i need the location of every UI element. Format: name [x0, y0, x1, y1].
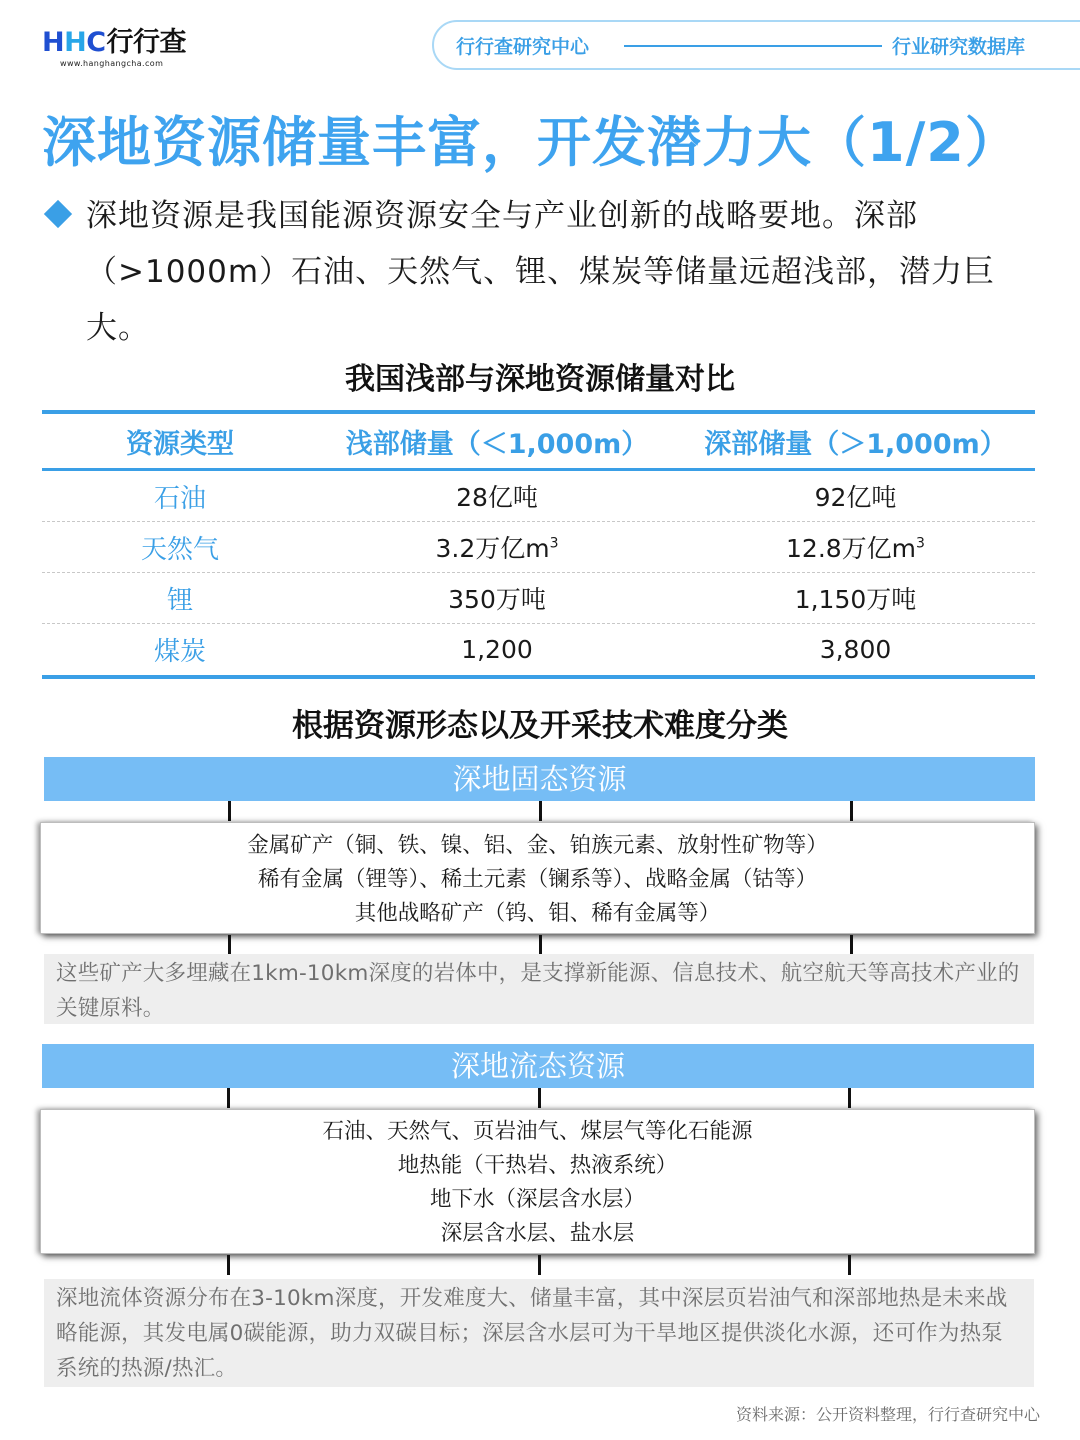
fluid-line: 石油、天然气、页岩油气、煤层气等化石能源 [322, 1119, 753, 1144]
fluid-line: 深层含水层、盐水层 [440, 1221, 635, 1246]
diamond-bullet-icon [44, 200, 72, 228]
connector-tick [539, 935, 542, 955]
table-row [42, 624, 1035, 675]
fluid-line: 地热能（干热岩、热液系统） [397, 1153, 678, 1178]
classification-title: 根据资源形态以及开采技术难度分类 [292, 708, 788, 744]
header-database: 行业研究数据库 [892, 36, 1026, 58]
cell-type: 石油 [153, 483, 206, 514]
superscript: 3 [916, 535, 925, 552]
connector-tick [228, 801, 231, 821]
cell-deep-value: 12.8万亿m [786, 534, 917, 563]
connector-tick [228, 935, 231, 955]
header-research-center: 行行查研究中心 [456, 36, 590, 58]
cell-type: 煤炭 [153, 637, 206, 667]
cell-deep: 1,150万吨 [794, 585, 917, 614]
table-header-row [42, 414, 1035, 468]
fluid-line: 地下水（深层含水层） [429, 1187, 645, 1212]
cell-shallow: 28亿吨 [456, 483, 538, 512]
cell-shallow: 350万吨 [448, 585, 546, 614]
table-row [42, 471, 1035, 522]
connector-tick [538, 1255, 541, 1275]
fluid-resources-note: 深地流体资源分布在3-10km深度，开发难度大、储量丰富，其中深层页岩油气和深部地热是未来战略能源，其发电属0碳能源，助力双碳目标；深层含水层可为干旱地区提供淡化水源，还可作为热泵系统的热源/热汇。 [44, 1279, 1034, 1387]
solid-resources-note: 这些矿产大多埋藏在1km-10km深度的岩体中，是支撑新能源、信息技术、航空航天等高技术产业的关键原料。 [44, 954, 1034, 1024]
solid-line: 其他战略矿产（钨、钼、稀有金属等） [354, 901, 721, 926]
reserves-table [42, 410, 1035, 679]
table-title: 我国浅部与深地资源储量对比 [345, 362, 735, 397]
fluid-resources-band: 深地流态资源 [42, 1044, 1034, 1088]
cell-type: 天然气 [140, 534, 219, 565]
header-shallow: 浅部储量（＜1,000m） [345, 428, 649, 460]
logo-cn: 行行查 [106, 27, 187, 58]
table-bottom-rule [42, 675, 1035, 679]
header-divider-line [624, 45, 882, 47]
logo-url: www.hanghangcha.com [60, 59, 164, 68]
connector-tick [848, 1255, 851, 1275]
header-banner [432, 20, 1080, 70]
header-deep: 深部储量（＞1,000m） [704, 428, 1007, 460]
hhc-logo [42, 28, 212, 72]
cell-shallow: 1,200 [461, 635, 533, 664]
page-title: 深地资源储量丰富，开发潜力大（1/2） [42, 111, 1020, 174]
connector-tick [850, 801, 853, 821]
solid-line: 金属矿产（铜、铁、镍、铝、金、铂族元素、放射性矿物等） [247, 833, 828, 858]
cell-deep: 92亿吨 [814, 483, 897, 512]
header-resource-type: 资源类型 [126, 428, 234, 460]
solid-resources-band: 深地固态资源 [44, 757, 1035, 801]
cell-deep [676, 529, 1035, 565]
connector-tick [227, 1255, 230, 1275]
logo-wordmark [42, 28, 212, 58]
cell-type: 锂 [166, 585, 193, 616]
table-row [42, 573, 1035, 624]
intro-text: 深地资源是我国能源资源安全与产业创新的战略要地。深部（>1000m）石油、天然气、锂、煤炭等储量远超浅部，潜力巨大。 [86, 198, 996, 346]
connector-tick [850, 935, 853, 955]
logo-latin: HHC [42, 27, 106, 58]
connector-tick [539, 801, 542, 821]
cell-shallow-value: 3.2万亿m [435, 534, 550, 563]
solid-resources-box [40, 822, 1035, 934]
connector-tick [848, 1088, 851, 1108]
fluid-resources-box [40, 1109, 1035, 1254]
source-note: 资料来源：公开资料整理，行行查研究中心 [735, 1405, 1040, 1424]
solid-line: 稀有金属（锂等）、稀土元素（镧系等）、战略金属（钴等） [257, 867, 817, 892]
superscript: 3 [549, 535, 559, 552]
table-row [42, 522, 1035, 573]
cell-deep: 3,800 [819, 635, 892, 664]
cell-shallow [318, 529, 676, 565]
connector-tick [227, 1088, 230, 1108]
connector-tick [538, 1088, 541, 1108]
